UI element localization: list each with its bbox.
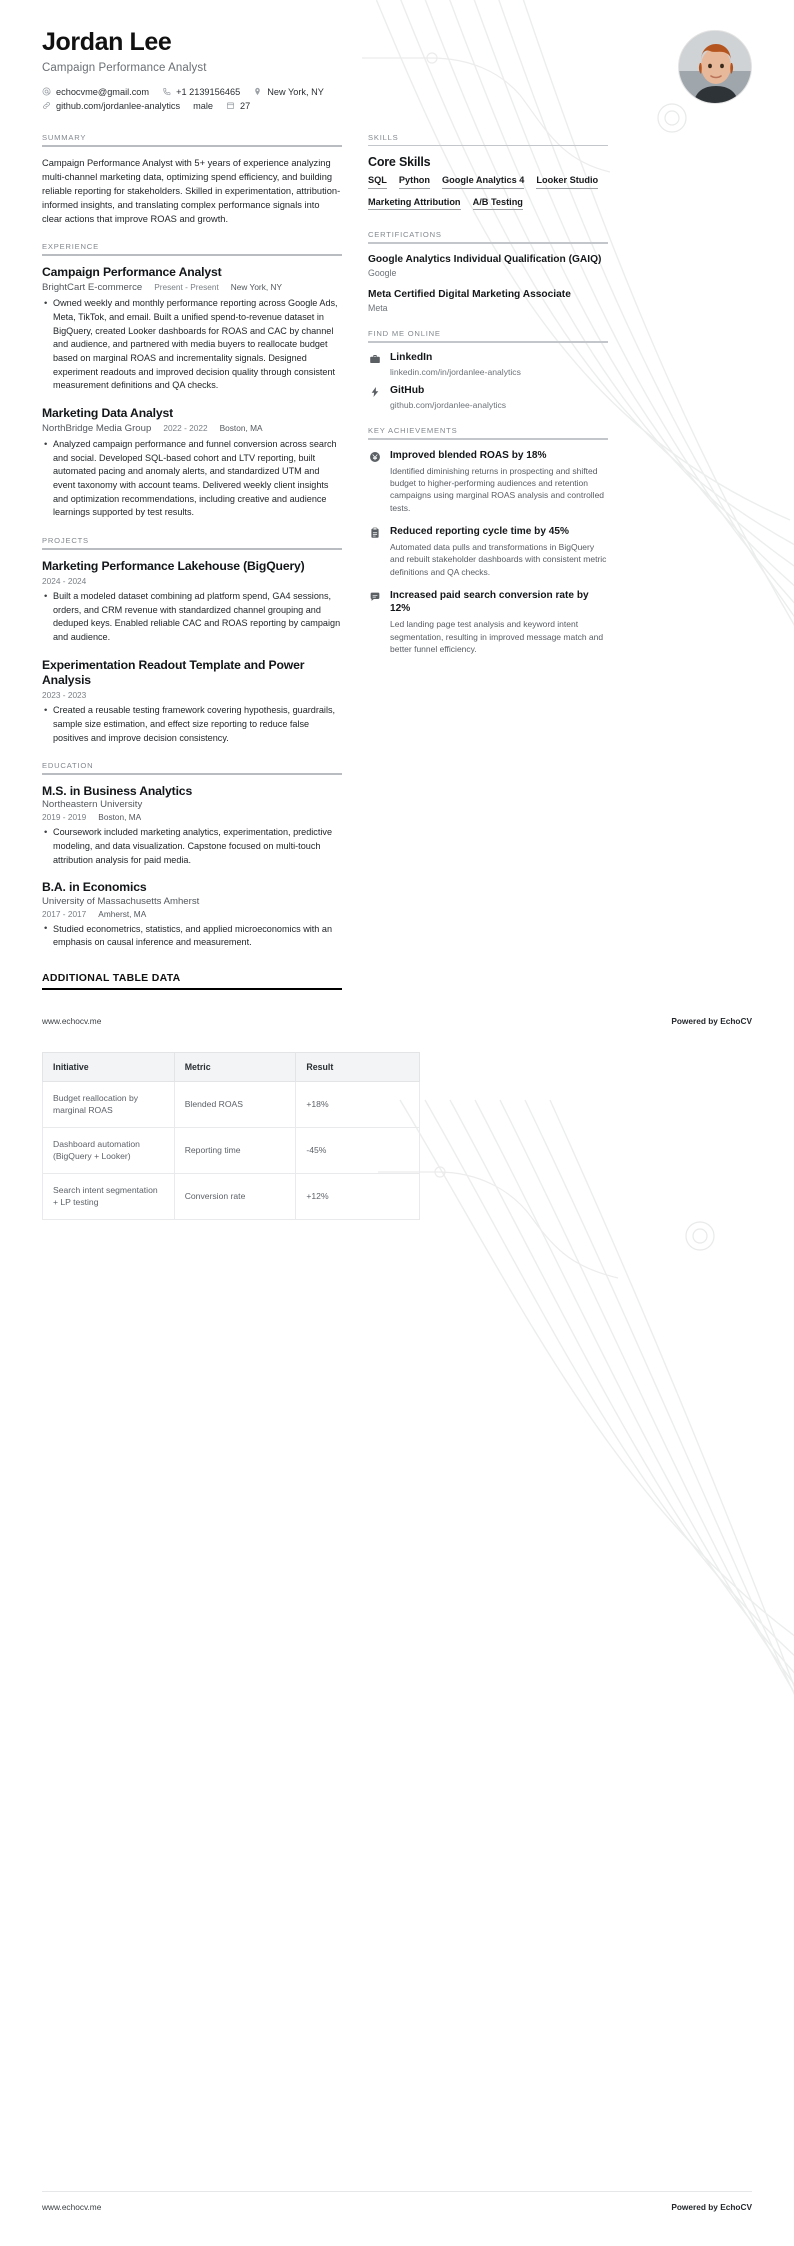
briefcase-icon — [368, 353, 381, 366]
footer-powered-by — [671, 1016, 752, 1026]
job-headline: Campaign Performance Analyst — [42, 61, 207, 74]
bullet-item: • Created a reusable testing framework covering hypothesis, guardrails, sample size estimation, and effect size reporting to reduce false positives and improve decision consistency. — [42, 704, 342, 745]
education-entry — [42, 784, 342, 867]
additional-table-heading: ADDITIONAL TABLE DATA — [42, 971, 181, 984]
page-title: Jordan Lee — [42, 28, 172, 56]
footer-powered-prefix: Powered by — [671, 2202, 721, 2212]
entry-location: Amherst, MA — [98, 908, 147, 919]
section-label-key-achievements: KEY ACHIEVEMENTS — [368, 426, 458, 436]
table-col-initiative: Initiative — [43, 1052, 175, 1081]
resume-header — [0, 0, 794, 111]
section-label-experience: EXPERIENCE — [42, 242, 99, 252]
certification-issuer: Meta — [368, 303, 388, 313]
bullet-item: • Built a modeled dataset combining ad platform spend, GA4 sessions, orders, and CRM revenue with standardized channel grouping and deduped keys. Enabled reliable CAC and ROAS reporting by campaign and audience. — [42, 590, 342, 645]
entry-dates: 2017 - 2017 — [42, 908, 87, 919]
section-divider — [42, 145, 342, 147]
footer-site[interactable]: www.echocv.me — [42, 2202, 102, 2212]
project-entry — [42, 658, 342, 745]
skill-chip: Looker Studio — [536, 175, 598, 189]
table-col-result: Result — [296, 1052, 420, 1081]
table-cell-initiative: Budget reallocation by marginal ROAS — [43, 1081, 175, 1127]
certification-item — [368, 253, 608, 278]
skill-chip: Python — [399, 175, 430, 189]
entry-meta — [42, 690, 342, 700]
calendar-icon — [226, 101, 235, 110]
section-divider — [368, 341, 608, 343]
contact-gender-text: male — [193, 100, 214, 111]
entry-bullets — [42, 590, 342, 645]
entry-bullets — [42, 297, 342, 392]
section-divider — [42, 254, 342, 256]
achievement-description: Automated data pulls and transformations in BigQuery and rebuilt stakeholder dashboards with consistent metric definitions and QA checks. — [390, 542, 607, 577]
section-additional-table — [0, 966, 794, 1220]
certification-name: Meta Certified Digital Marketing Associate — [368, 288, 571, 300]
email-icon — [42, 87, 51, 96]
avatar — [678, 30, 752, 104]
online-profile-url: github.com/jordanlee-analytics — [390, 400, 507, 411]
achievement-title: Reduced reporting cycle time by 45% — [390, 526, 569, 538]
location-pin-icon — [253, 87, 262, 96]
entry-meta — [42, 812, 342, 822]
entry-bullets — [42, 826, 342, 867]
entry-dates: 2022 - 2022 — [163, 423, 208, 434]
right-column — [368, 133, 608, 672]
certification-name: Google Analytics Individual Qualification (GAIQ) — [368, 253, 602, 265]
entry-bullets — [42, 704, 342, 745]
experience-entry — [42, 406, 342, 520]
page-footer — [0, 2202, 794, 2212]
table-row — [43, 1081, 420, 1127]
inline-footer — [42, 1016, 752, 1052]
entry-meta — [42, 423, 342, 434]
skill-chip: Marketing Attribution — [368, 197, 461, 211]
section-divider — [368, 438, 608, 440]
table-cell-result: -45% — [296, 1127, 420, 1173]
section-find-me-online — [368, 329, 608, 410]
entry-title: Campaign Performance Analyst — [42, 265, 222, 280]
table-cell-metric: Conversion rate — [174, 1173, 296, 1219]
phone-icon — [162, 87, 171, 96]
entry-title: Marketing Performance Lakehouse (BigQuery) — [42, 558, 305, 573]
additional-data-table — [42, 1052, 420, 1220]
achievement-description: Identified diminishing returns in prospecting and shifted budget to higher-performing audiences and retention campaigns using marginal ROAS analysis and controlled tests. — [390, 465, 605, 513]
skill-chip-list — [368, 175, 608, 214]
table-cell-initiative: Dashboard automation (BigQuery + Looker) — [43, 1127, 175, 1173]
contact-website[interactable] — [42, 101, 180, 111]
clipboard-icon — [368, 527, 381, 540]
contact-phone-text: +1 2139156465 — [176, 86, 241, 97]
table-cell-metric: Reporting time — [174, 1127, 296, 1173]
section-experience — [42, 242, 342, 520]
entry-location: New York, NY — [230, 282, 282, 293]
entry-bullets — [42, 438, 342, 520]
contact-age-text: 27 — [240, 100, 251, 111]
entry-dates: 2019 - 2019 — [42, 812, 87, 823]
online-profile-title: GitHub — [390, 384, 425, 396]
summary-text: Campaign Performance Analyst with 5+ years of experience analyzing multi-channel marketing data, optimizing spend efficiency, and building reliable reporting for stakeholders. Skilled in experimentation, attribution-informed insights, and translating complex performance signals into clear actions that improve ROAS and growth. — [42, 157, 341, 224]
table-header-row — [43, 1052, 420, 1081]
contact-location — [253, 87, 324, 97]
contact-phone[interactable] — [162, 87, 240, 97]
section-label-certifications: CERTIFICATIONS — [368, 230, 442, 239]
skill-chip: Google Analytics 4 — [442, 175, 524, 189]
section-key-achievements — [368, 426, 608, 655]
section-label-skills: SKILLS — [368, 132, 399, 142]
entry-title: Experimentation Readout Template and Power Analysis — [42, 657, 305, 688]
online-profile-linkedin[interactable] — [368, 352, 608, 377]
contact-website-text: github.com/jordanlee-analytics — [56, 100, 181, 111]
contact-gender — [193, 101, 213, 111]
certification-item — [368, 288, 608, 313]
certification-issuer: Google — [368, 267, 397, 278]
chat-icon — [368, 591, 381, 604]
entry-dates: 2023 - 2023 — [42, 690, 87, 701]
experience-entry — [42, 265, 342, 393]
entry-organization: University of Massachusetts Amherst — [42, 895, 200, 907]
section-label-education: EDUCATION — [42, 761, 94, 771]
entry-title: B.A. in Economics — [42, 880, 147, 895]
contact-age — [226, 101, 250, 111]
table-cell-initiative: Search intent segmentation + LP testing — [43, 1173, 175, 1219]
project-entry — [42, 559, 342, 645]
section-label-projects: PROJECTS — [42, 535, 89, 545]
table-row — [43, 1173, 420, 1219]
achievement-item — [368, 449, 608, 514]
section-projects — [42, 536, 342, 745]
section-certifications — [368, 230, 608, 313]
skill-chip: SQL — [368, 175, 387, 189]
section-divider — [368, 242, 608, 244]
bullet-item: • Analyzed campaign performance and funnel conversion across search and social. Developed SQL-based cohort and LTV reporting, built automated pacing and anomaly alerts, and standardized UTM and event taxonomy with account teams. Delivered weekly client insights and optimization recommendations, including creative and audience learnings supported by test results. — [42, 438, 342, 520]
entry-organization: NorthBridge Media Group — [42, 423, 152, 435]
entry-title: Marketing Data Analyst — [42, 405, 174, 420]
contact-row — [42, 87, 472, 111]
education-entry — [42, 880, 342, 950]
entry-title: M.S. in Business Analytics — [42, 784, 193, 799]
entry-location: Boston, MA — [219, 423, 263, 434]
entry-organization: BrightCart E-commerce — [42, 282, 143, 294]
entry-organization: Northeastern University — [42, 799, 143, 811]
footer-brand-name: EchoCV — [720, 1015, 752, 1026]
bolt-icon — [368, 386, 381, 399]
table-col-metric: Metric — [174, 1052, 296, 1081]
section-label-find-me-online: FIND ME ONLINE — [368, 329, 441, 338]
link-icon — [42, 101, 51, 110]
table-cell-metric: Blended ROAS — [174, 1081, 296, 1127]
table-cell-result: +12% — [296, 1173, 420, 1219]
achievement-item — [368, 589, 608, 655]
achievement-title: Increased paid search conversion rate by 12% — [390, 590, 589, 615]
online-profile-title: LinkedIn — [390, 351, 433, 363]
section-divider — [42, 988, 342, 990]
skills-group-title: Core Skills — [368, 155, 431, 169]
footer-brand-name: EchoCV — [720, 2202, 752, 2212]
coin-icon — [368, 450, 381, 463]
section-skills — [368, 133, 608, 215]
contact-location-text: New York, NY — [267, 86, 324, 97]
achievement-title: Improved blended ROAS by 18% — [390, 449, 547, 461]
footer-site[interactable]: www.echocv.me — [42, 1015, 102, 1026]
bullet-item: • Studied econometrics, statistics, and applied microeconomics with an emphasis on causal inference and measurement. — [42, 923, 342, 950]
contact-email-text: echocvme@gmail.com — [56, 86, 150, 97]
footer-powered-by — [671, 2202, 752, 2212]
section-label-summary: SUMMARY — [42, 132, 87, 142]
entry-location: Boston, MA — [98, 812, 142, 823]
bullet-item: • Coursework included marketing analytics, experimentation, predictive modeling, and data visualization. Capstone focused on multi-touch attribution analysis for paid media. — [42, 826, 342, 867]
left-column — [42, 133, 342, 966]
section-divider — [42, 548, 342, 550]
achievement-description: Led landing page test analysis and keyword intent segmentation, resulting in improved message match and better funnel efficiency. — [390, 619, 604, 654]
contact-email[interactable] — [42, 87, 149, 97]
section-divider — [368, 145, 608, 147]
entry-bullets — [42, 923, 342, 950]
footer-divider — [42, 2191, 752, 2192]
achievement-item — [368, 525, 608, 578]
skill-chip: A/B Testing — [473, 197, 523, 211]
table-cell-result: +18% — [296, 1081, 420, 1127]
section-education — [42, 761, 342, 950]
entry-meta — [42, 282, 342, 293]
entry-meta — [42, 576, 342, 586]
section-summary — [42, 133, 342, 227]
entry-dates: Present - Present — [154, 282, 219, 293]
online-profile-github[interactable] — [368, 385, 608, 410]
section-divider — [42, 773, 342, 775]
table-row — [43, 1127, 420, 1173]
resume-body — [0, 111, 794, 966]
footer-powered-prefix: Powered by — [671, 1015, 721, 1026]
entry-dates: 2024 - 2024 — [42, 576, 87, 587]
entry-meta — [42, 909, 342, 919]
online-profile-url: linkedin.com/in/jordanlee-analytics — [390, 366, 521, 377]
bullet-item: • Owned weekly and monthly performance reporting across Google Ads, Meta, TikTok, and email. Built a unified spend-to-revenue dataset in BigQuery, created Looker dashboards for ROAS and CAC by channel and audience, and partnered with media buyers to reallocate budget based on marginal ROAS and incrementality signals. Designed experiment readouts and improved decision quality through consistent measurement definitions and QA checks. — [42, 297, 342, 392]
